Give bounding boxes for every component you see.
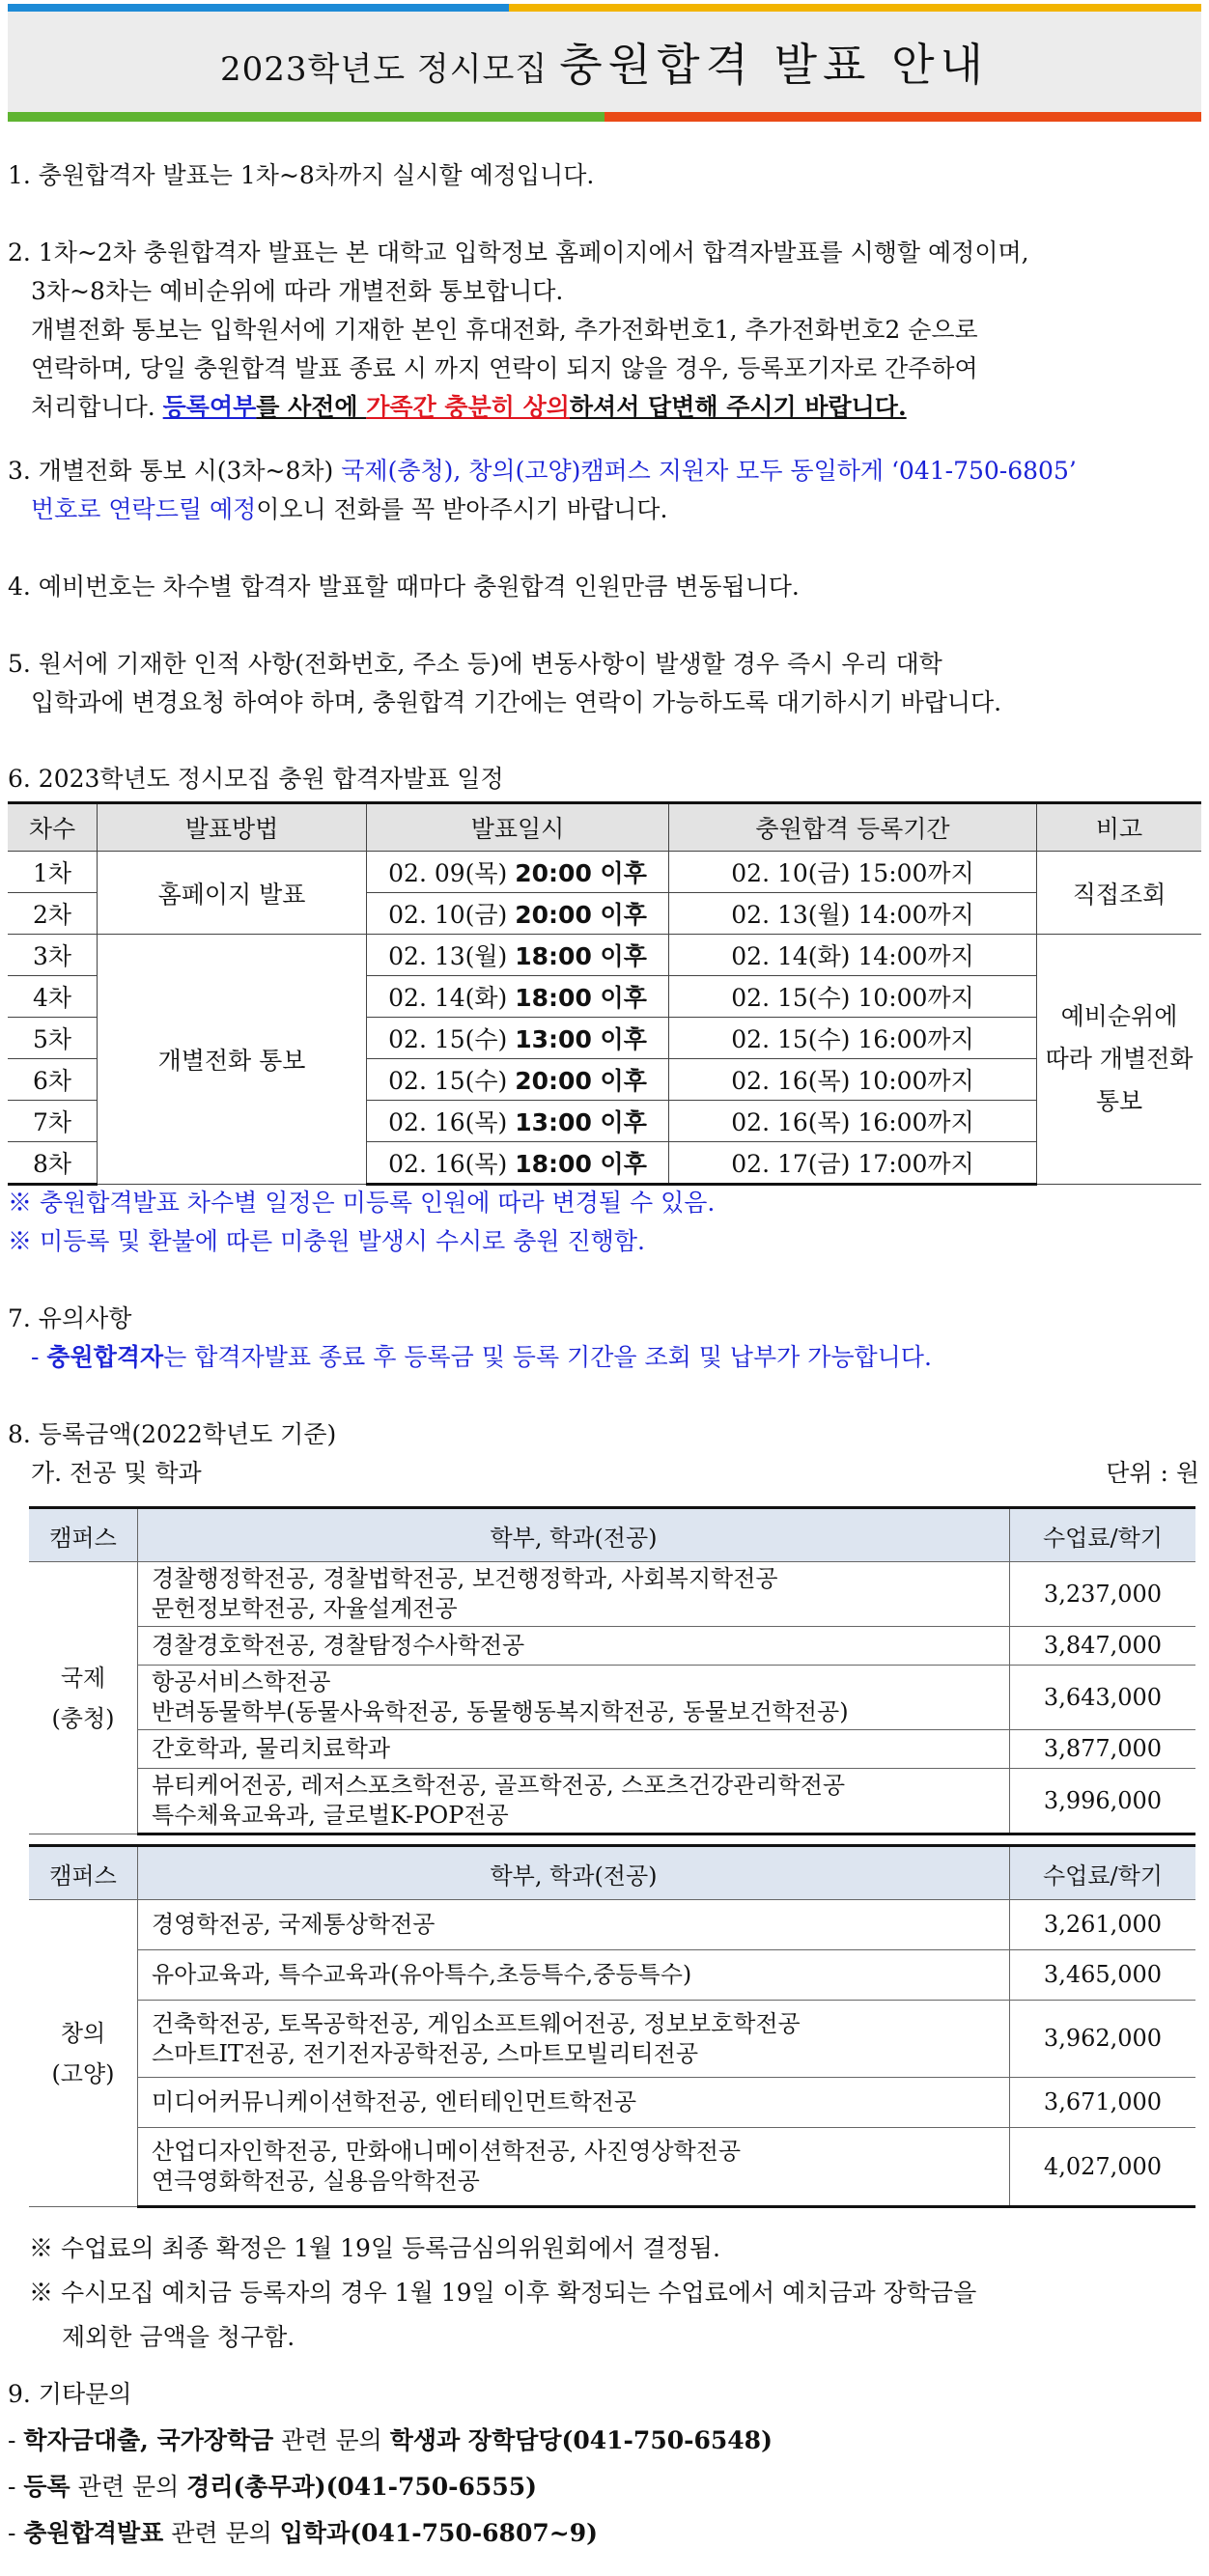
table-row: 1차 홈페이지 발표 02. 09(목) 20:00 이후 02. 10(금) 15:00까지 직접조회 — [8, 852, 1201, 893]
table-row: 유아교육과, 특수교육과(유아특수,초등특수,중등특수) 3,465,000 — [29, 1950, 1195, 2001]
schedule-notes: ※ 충원합격발표 차수별 일정은 미등록 인원에 따라 변경될 수 있음. ※ 미등록 및 환불에 따른 미충원 발생시 수시로 충원 진행함. — [8, 1189, 716, 1255]
table-row: 7차 02. 16(목) 13:00 이후 02. 16(목) 16:00까지 — [8, 1101, 1201, 1142]
table-row: 2차 02. 10(금) 20:00 이후 02. 13(월) 14:00까지 — [8, 893, 1201, 935]
section-8-heading: 8. 등록금액(2022학년도 기준) 가. 전공 및 학과 단위 : 원 — [8, 1415, 1201, 1493]
section-2: 2. 1차~2차 충원합격자 발표는 본 대학교 입학정보 홈페이지에서 합격자발표를 시행할 예정이며, 3차~8차는 예비순위에 따라 개별전화 통보합니다. 개별전화 통보는 입학원서에 기재한 본인 휴대전화, 추가전화번호1, 추가전화번호2 순으로 연락하며, 당일 충원합격 발표 종료 시 까지 연락이 되지 않을 경우, 등록포기자로 간주하여 처리합니다. 등록여부를 사전에 가족간 충분히 상의하셔서 답변해 주시기 바랍니다. — [8, 238, 1029, 421]
section-7: 7. 유의사항 - 충원합격자는 합격자발표 종료 후 등록금 및 등록 기간을 조회 및 납부가 가능합니다. — [8, 1304, 932, 1371]
section-1: 1. 충원합격자 발표는 1차~8차까지 실시할 예정입니다. — [8, 161, 595, 189]
table-row: 미디어커뮤니케이션학전공, 엔터테인먼트학전공 3,671,000 — [29, 2078, 1195, 2128]
table-row: 뷰티케어전공, 레저스포츠학전공, 골프학전공, 스포츠건강관리학전공 특수체육교육과, 글로벌K-POP전공 3,996,000 — [29, 1769, 1195, 1834]
table-row: 6차 02. 15(수) 20:00 이후 02. 16(목) 10:00까지 — [8, 1059, 1201, 1101]
page-title: 2023학년도 정시모집 충원합격 발표 안내 — [220, 39, 989, 91]
contact-row: - 학자금대출, 국가장학금 관련 문의 학생과 장학담당(041-750-6548) — [8, 2426, 773, 2454]
table-row: 항공서비스학전공 반려동물학부(동물사육학전공, 동물행동복지학전공, 동물보건학전공) 3,643,000 — [29, 1666, 1195, 1730]
section-9: 9. 기타문의 - 학자금대출, 국가장학금 관련 문의 학생과 장학담당(041-750-6548) - 등록 관련 문의 경리(총무과)(041-750-6555) - 충원합격발표 관련 문의 입학과(041-750-6807~9) — [8, 2371, 1201, 2557]
table-row: 간호학과, 물리치료학과 3,877,000 — [29, 1730, 1195, 1769]
table-row: 창의 (고양) 경영학전공, 국제통상학전공 3,261,000 — [29, 1900, 1195, 1950]
table-row: 건축학전공, 토목공학전공, 게임소프트웨어전공, 정보보호학전공 스마트IT전공, 전기전자공학전공, 스마트모빌리티전공 3,962,000 — [29, 2001, 1195, 2078]
section-6-heading: 6. 2023학년도 정시모집 충원 합격자발표 일정 — [8, 765, 504, 793]
table-row: 3차 개별전화 통보 02. 13(월) 18:00 이후 02. 14(화) 14:00까지 예비순위에 따라 개별전화 통보 — [8, 935, 1201, 976]
section-4: 4. 예비번호는 차수별 합격자 발표할 때마다 충원합격 인원만큼 변동됩니다. — [8, 573, 800, 601]
table-row: 5차 02. 15(수) 13:00 이후 02. 15(수) 16:00까지 — [8, 1018, 1201, 1059]
tuition-notes: ※ 수업료의 최종 확정은 1월 19일 등록금심의위원회에서 결정됨. ※ 수시모집 예치금 등록자의 경우 1월 19일 이후 확정되는 수업료에서 예치금과 장학금을 제외한 금액을 청구함. — [29, 2234, 977, 2351]
section-3: 3. 개별전화 통보 시(3차~8차) 국제(충청), 창의(고양)캠퍼스 지원자 모두 동일하게 ‘041-750-6805’ 번호로 연락드릴 예정이오니 전화를 꼭 받아주시기 바랍니다. — [8, 457, 1077, 523]
header-top-bar — [8, 4, 1201, 12]
tuition-table-changui: 캠퍼스 학부, 학과(전공) 수업료/학기 창의 (고양) 경영학전공, 국제통상학전공 3,261,000 유아교육과, 특수교육과(유아특수,초등특수,중등특수) 3,465,000 건축학전공, 토목공학전공, 게임소프트웨어전공, 정보보호학전공 스마트IT전공, 전기전자공학전공, 스마트모빌리티전공 3,962,000 미디어커뮤니케이션학전공, 엔터테인먼트학전공 3,671,000 산업디자인학전공, 만화애니메이션학전공, 사진영상학전공 연극영화학전공, 실용음악학전공 4,027,000 — [29, 1844, 1195, 2208]
header-bottom-bar — [8, 112, 1201, 122]
section-5: 5. 원서에 기재한 인적 사항(전화번호, 주소 등)에 변동사항이 발생할 경우 즉시 우리 대학 입학과에 변경요청 하여야 하며, 충원합격 기간에는 연락이 가능하도록 대기하시기 바랍니다. — [8, 650, 1002, 716]
tuition-table-gukje: 캠퍼스 학부, 학과(전공) 수업료/학기 국제 (충청) 경찰행정학전공, 경찰법학전공, 보건행정학과, 사회복지학전공 문헌정보학전공, 자율설계전공 3,237,000 경찰경호학전공, 경찰탐정수사학전공 3,847,000 항공서비스학전공 반려동물학부(동물사육학전공, 동물행동복지학전공, 동물보건학전공) 3,643,000 간호학과, 물리치료학과 3,877,000 뷰티케어전공, 레저스포츠학전공, 골프학전공, 스포츠건강관리학전공 특수체육교육과, 글로벌K-POP전공 3,996,000 — [29, 1506, 1195, 1835]
table-row: 산업디자인학전공, 만화애니메이션학전공, 사진영상학전공 연극영화학전공, 실용음악학전공 4,027,000 — [29, 2128, 1195, 2207]
unit-label: 단위 : 원 — [1106, 1459, 1199, 1487]
header-banner — [8, 12, 1201, 112]
table-row: 8차 02. 16(목) 18:00 이후 02. 17(금) 17:00까지 — [8, 1142, 1201, 1185]
table-row: 4차 02. 14(화) 18:00 이후 02. 15(수) 10:00까지 — [8, 976, 1201, 1018]
table-row: 국제 (충청) 경찰행정학전공, 경찰법학전공, 보건행정학과, 사회복지학전공 문헌정보학전공, 자율설계전공 3,237,000 — [29, 1562, 1195, 1627]
contact-row: - 등록 관련 문의 경리(총무과)(041-750-6555) — [8, 2473, 537, 2501]
table-row: 경찰경호학전공, 경찰탐정수사학전공 3,847,000 — [29, 1627, 1195, 1666]
contact-row: - 충원합격발표 관련 문의 입학과(041-750-6807~9) — [8, 2519, 598, 2547]
schedule-table: 차수 발표방법 발표일시 충원합격 등록기간 비고 1차 홈페이지 발표 02. 09(목) 20:00 이후 02. 10(금) 15:00까지 직접조회 2차 02. 10(금) 20:00 이후 02. 13(월) 14:00까지 3차 개별전화 통보 02. 13(월) 18:00 이후 02. 14(화) 14:00까지 예비순위에 따라 개별전화 통보 4차 02. 14(화) 18:00 이후 02. 15(수) 10:00까지 5차 02. 15(수) 13:00 이후 02. 15(수) 16:00까지 6차 02. 15(수) 20:00 이후 02. 16(목) 10:00까지 7차 02. 16(목) 13:00 이후 02. 16(목) 16:00까지 8차 02. 16(목) 18:00 이후 02. 17(금) 17:00까지 — [8, 801, 1201, 1186]
